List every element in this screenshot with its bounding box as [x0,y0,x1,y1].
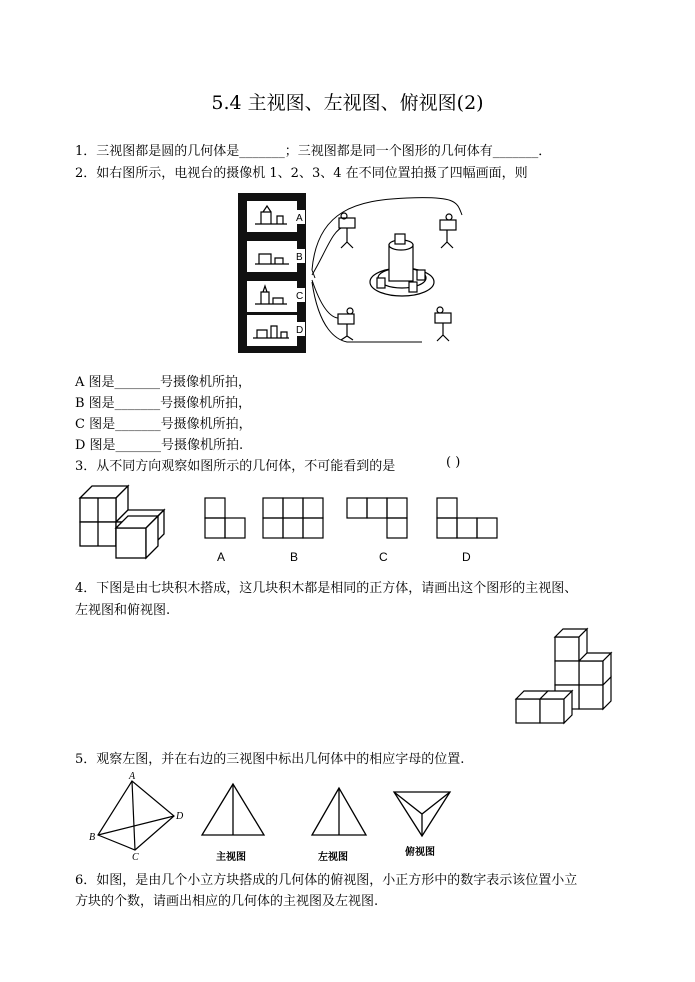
studio-stand [370,234,434,296]
panel-label-b: B [296,252,303,263]
camera-figure [237,190,487,355]
top-view-label: 俯视图 [405,847,435,858]
question-4-line2: 左视图和俯视图. [75,603,171,618]
page-title: 5.4 主视图、左视图、俯视图(2) [211,92,484,114]
panel-label-d: D [296,325,304,336]
screen-c [247,281,297,312]
question-2: 2．如右图所示，电视台的摄像机 1、2、3、4 在不同位置拍摄了四幅画面，则 [75,166,528,181]
q4-blocks [515,626,615,726]
left-view-label: 左视图 [318,852,348,863]
panel-label-a: A [296,213,303,224]
q3-solid [78,484,170,564]
q3-option-a-figure [204,497,248,541]
screen-a [247,201,297,232]
q3-option-b-figure [262,497,328,541]
vertex-b: B [89,832,96,843]
question-4-line1: 4．下图是由七块积木搭成，这几块积木都是相同的正方体，请画出这个图形的主视图、 [75,581,578,596]
screen-d [247,315,297,346]
front-view-figure [200,782,266,838]
left-view-figure [310,786,368,838]
vertex-d: D [176,811,184,822]
q3-option-d-figure [436,497,502,541]
vertex-c: C [132,852,139,863]
option-c: C [379,550,388,564]
question-6-line2: 方块的个数，请画出相应的几何体的主视图及左视图. [75,894,379,909]
answer-bracket: ( ) [446,455,461,470]
screen-b [247,241,297,272]
answer-d: D 图是_______号摄像机所拍. [75,438,244,453]
option-d: D [462,550,471,564]
answer-c: C 图是_______号摄像机所拍， [75,417,252,432]
q3-option-c-figure [346,497,412,541]
question-6-line1: 6．如图，是由几个小立方块搭成的几何体的俯视图，小正方形中的数字表示该位置小立 [75,873,578,888]
question-1: 1．三视图都是圆的几何体是_______；三视图都是同一个图形的几何体有_______． [75,144,552,159]
vertex-a: A [129,771,136,782]
top-view-figure [392,788,452,840]
answer-a: A 图是_______号摄像机所拍， [75,375,252,390]
answer-b: B 图是_______号摄像机所拍， [75,396,252,411]
option-a: A [217,550,226,564]
tetrahedron-figure [88,771,188,863]
question-3: 3．从不同方向观察如图所示的几何体，不可能看到的是 [75,459,396,474]
option-b: B [290,550,299,564]
panel-label-c: C [296,291,304,302]
front-view-label: 主视图 [216,852,246,863]
question-5: 5．观察左图，并在右边的三视图中标出几何体中的相应字母的位置. [75,752,465,767]
